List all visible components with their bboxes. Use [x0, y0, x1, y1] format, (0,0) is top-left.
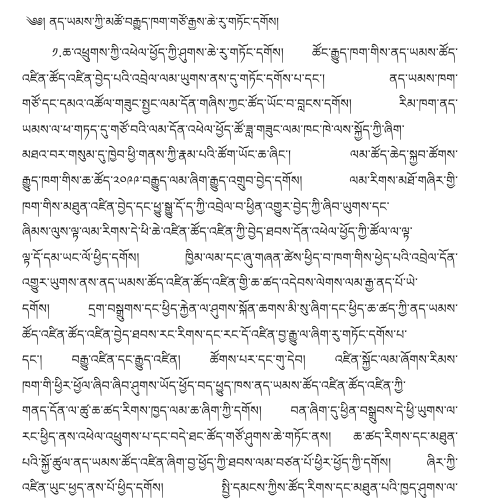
document-heading: ༄༅། ནད་ཡམས་ཀྱི་མཚོ་བརྒྱུད་ཁག་གཙོ་རྒྱས་ཆེ་རུ་གཏོང་དགོས། [26, 15, 279, 29]
text-line: པའི་སྐྱོ་ཚུལ་ནད་ཡམས་ཚོད་འཛིན་ཞིག་བྱ་ཕྱོད་ཀྱི་ཐབས་ལམ་བཙན་པོ་ཕྱིར་ཕྱོད་ཀྱི་དགོས། ཞིར་ཀྱི་ [22, 454, 458, 470]
text-line: ཚོད་འཛིན་ཚོད་འཛིན་བྱེད་ཐབས་རང་རིགས་དང་རང་དོ་འཛིན་བྱ་རྒྱུ་ལ་ཞིག་རུ་གཏོང་དགོས་པ་ [22, 326, 408, 342]
text-line: ཞིམས་ལུས་ལྟ་ལམ་རིགས་དེ་ཕི་ཆེ་འཛིན་ཚོད་འཛིན་ཀྱི་བྱེད་ཐབས་དོན་འཕེལ་ཕྱོད་ཀྱི་ཚོལ་ལ་ལྟ་ [22, 224, 413, 240]
text-line: མཐའ་བར་གསུམ་དུ་ཁྱེབ་ཕྱི་གནས་ཀྱི་རྣམ་པའི་ཚོག་ཡོང་ཆ་ཞིང་། ལམ་ཚོད་ཆེད་སྐྱབ་ཚོགས་ [22, 147, 458, 163]
text-line: འགྱུར་ཡུགས་ནས་ནད་ཡམས་ཚོད་འཛིན་ཚོད་འཛིན་གྱི་ཆ་ཚད་འདེབས་ལེགས་ལམ་རྒྱ་ནད་པོ་ཡེ་ [22, 275, 418, 291]
text-line: རྒྱུད་ཁག་གིས་ཆ་ཚོད་༢༠༩༩་བརྒྱུད་ལམ་ཞིག་རྒྱུད་འགྲུབ་བྱེད་དགོས། ལམ་རིགས་མཐོ་གཞིར་གྱི་ [22, 172, 458, 188]
text-line: ཁག་གིས་མཐུན་འཛིན་བྱེད་དང་ཕྱུ་སྒྱུ་དོ་ད་ཀྱི་འབྲེལ་བ་ཕྱིན་འགྱུར་བྱེད་ཀྱི་ཞིབ་ཡུགས་དང་ [22, 198, 390, 214]
text-line: དགོས། དྲག་བསྒྲུགས་དང་ཕྱིད་རྐྱེན་ལ་ཤུགས་སྐོན་ཆགས་མི་སུ་ཞིག་དང་ཕྱིད་ཆ་ཚད་ཀྱི་ནད་ཡམས་ [22, 300, 458, 316]
text-line: ༡.ཆ་འཕྲུགས་ཀྱི་འཕེལ་ཕྱོད་ཀྱི་ཤུགས་ཆེ་རུ་གཏོང་དགོས། ཚོང་རྒྱུད་ཁག་གིས་ནད་ཡམས་ཚོད་ [52, 45, 458, 60]
text-line: དང་། བརྒྱུ་འཛིན་དང་རྒྱུད་འཛིན། ཚོགས་པར་དང་གུ་དེབ། འཛིན་སྐྱོང་ལམ་ཞོགས་རིམས་ [22, 352, 458, 368]
text-line: འཛིན་ཚོད་འཛིན་བྱེད་པའི་འབྲེལ་ལམ་ཡུགས་ནས་དུ་གཏོང་དགོས་པ་དང་། ནད་ཡམས་ཁག་ [22, 70, 458, 86]
document-body [22, 40, 458, 501]
text-line: ཁག་གི་ཕྱིར་ཕྱོལ་ཞིབ་ཞིབ་ཤུགས་ཡོད་ཕྱོད་བད་ཕྱུད་ཁས་ནད་ཡམས་ཚོད་འཛིན་ཚོད་འཛིན་ཀྱི་ [22, 377, 406, 393]
text-line: ཡམས་ལ་ཕ་གཏད་དུ་གཙོ་བའི་ལམ་དོན་འཕེལ་ཕྱོད་ཚོ་ཟླ་གཟུང་ལམ་ཁང་ཁེ་ལས་སྐྱོད་ཀྱི་ཞིག་ [22, 121, 405, 137]
text-line: གནད་དོན་ལ་ཚུ་ཆ་ཚད་རིགས་ཁྱད་ལམ་ཆ་ཞིག་ཀྱི་དགོས། བན་ཞིག་དུ་ཕྱིན་བསྒྲུབས་དེ་ཕྱི་ཡུགས་ལ་ [22, 403, 458, 419]
text-line: འཛིན་ཡུང་ཕྱད་ནས་པོ་ཕྱིད་དགོས། སྤྱི་དམངས་ཀྱིས་ཚོད་རིགས་དང་མཐུན་པའི་ཁྱད་ཤུགས་ལ་ [22, 480, 458, 496]
text-line: རང་ཕྱིད་ནས་འཕེལ་འཕྲུགས་པ་དང་བདེ་ཐང་ཚོད་གཙོ་ཤུགས་ཆེ་གཏོང་ནས། ཆ་ཚད་རིགས་དང་མཐུན་ [22, 428, 458, 444]
text-line: གཙོ་དང་དམའ་འཚོལ་གཟུང་སྤྱང་ལམ་དོན་གཞིས་ཀྱང་ཚོད་ཡོང་བ་བླངས་དགོས། རིམ་ཁག་ནད་ [22, 96, 458, 112]
text-line: ལྟ་དོ་དམ་ཡང་ལོ་ཕྱིད་དགོས། ཁྱིམ་ལམ་དང་ཞུ་གཞན་ཚེས་ཕྱིད་བ་ཁག་གིས་ཕྱེད་པའི་འབྲེལ་དོན་ [22, 249, 458, 265]
